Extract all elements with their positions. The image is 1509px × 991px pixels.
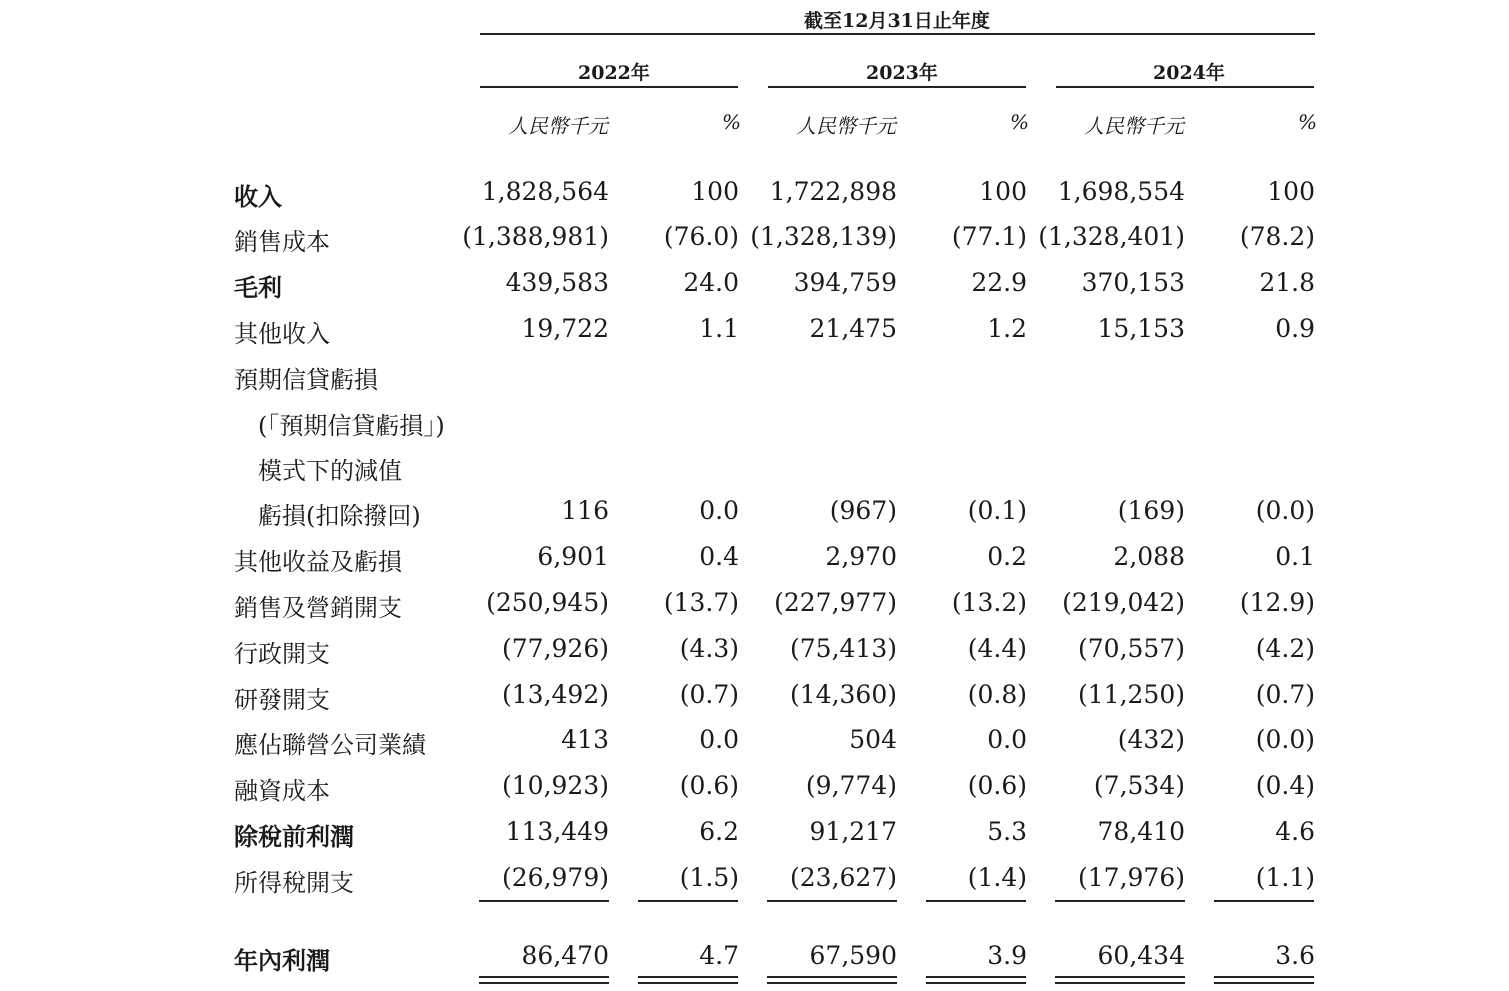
- year-header-2023: 2023年: [866, 62, 938, 84]
- row-label-income-tax: 所得稅開支: [234, 869, 354, 897]
- subtotal-rule-2024-pct: [1214, 900, 1314, 902]
- cell-row13-2023-pct: 3.9: [987, 941, 1027, 970]
- cell-row7-2022-pct: (4.3): [679, 634, 739, 663]
- cell-row6-2023-pct: (13.2): [951, 588, 1027, 617]
- unit-pct-2024: %: [1298, 110, 1318, 134]
- unit-pct-2022: %: [722, 110, 742, 134]
- cell-row5-2024-pct: 0.1: [1275, 542, 1315, 571]
- cell-row4-2023-amount: (967): [829, 496, 897, 525]
- cell-row8-2022-amount: (13,492): [502, 680, 609, 709]
- cell-row5-2022-pct: 0.4: [699, 542, 739, 571]
- cell-row12-2023-amount: (23,627): [790, 863, 897, 892]
- unit-amount-2023: 人民幣千元: [796, 114, 896, 138]
- cell-row4-2024-amount: (169): [1117, 496, 1185, 525]
- cell-row2-2024-amount: 370,153: [1081, 268, 1185, 297]
- cell-row11-2023-pct: 5.3: [987, 817, 1027, 846]
- row-label-revenue: 收入: [234, 182, 282, 211]
- cell-row8-2023-amount: (14,360): [790, 680, 897, 709]
- cell-row0-2024-amount: 1,698,554: [1057, 177, 1185, 206]
- cell-row1-2023-amount: (1,328,139): [750, 222, 897, 251]
- cell-row8-2023-pct: (0.8): [967, 680, 1027, 709]
- subtotal-rule-2023-pct: [926, 900, 1026, 902]
- row-label-ecl-line-3: 模式下的減值: [258, 457, 402, 485]
- row-label-cost-of-sales: 銷售成本: [234, 228, 330, 256]
- row-label-other-gains-losses: 其他收益及虧損: [234, 548, 402, 576]
- cell-row7-2024-amount: (70,557): [1078, 634, 1185, 663]
- cell-row8-2022-pct: (0.7): [679, 680, 739, 709]
- unit-amount-2022: 人民幣千元: [508, 114, 608, 138]
- unit-amount-2024: 人民幣千元: [1084, 114, 1184, 138]
- cell-row12-2023-pct: (1.4): [967, 863, 1027, 892]
- cell-row9-2022-pct: 0.0: [699, 725, 739, 754]
- year-rule-2023: [768, 86, 1026, 88]
- cell-row7-2023-pct: (4.4): [967, 634, 1027, 663]
- row-label-ecl-line-2: (「預期信貸虧損」): [258, 412, 445, 440]
- cell-row3-2022-pct: 1.1: [699, 314, 739, 343]
- cell-row11-2024-amount: 78,410: [1097, 817, 1185, 846]
- period-title-rule: [480, 33, 1315, 35]
- cell-row3-2024-amount: 15,153: [1097, 314, 1185, 343]
- cell-row6-2022-amount: (250,945): [486, 588, 609, 617]
- total-double-rule-2023-amount: [767, 976, 897, 984]
- total-double-rule-2024-amount: [1055, 976, 1185, 984]
- cell-row1-2024-pct: (78.2): [1239, 222, 1315, 251]
- cell-row13-2024-pct: 3.6: [1275, 941, 1315, 970]
- cell-row4-2022-amount: 116: [561, 496, 609, 525]
- cell-row0-2023-amount: 1,722,898: [769, 177, 897, 206]
- cell-row11-2022-amount: 113,449: [505, 817, 609, 846]
- cell-row0-2023-pct: 100: [979, 177, 1027, 206]
- cell-row6-2023-amount: (227,977): [774, 588, 897, 617]
- total-double-rule-2022-amount: [479, 976, 609, 984]
- cell-row3-2023-pct: 1.2: [987, 314, 1027, 343]
- cell-row2-2022-amount: 439,583: [505, 268, 609, 297]
- cell-row5-2022-amount: 6,901: [537, 542, 609, 571]
- row-label-rd-expenses: 研發開支: [234, 686, 330, 714]
- cell-row4-2024-pct: (0.0): [1255, 496, 1315, 525]
- row-label-share-of-associates: 應佔聯營公司業績: [234, 731, 426, 759]
- cell-row1-2022-amount: (1,388,981): [462, 222, 609, 251]
- cell-row6-2022-pct: (13.7): [663, 588, 739, 617]
- row-label-ecl-line-1: 預期信貸虧損: [234, 366, 378, 394]
- cell-row12-2022-amount: (26,979): [502, 863, 609, 892]
- cell-row9-2024-pct: (0.0): [1255, 725, 1315, 754]
- row-label-selling-marketing: 銷售及營銷開支: [234, 594, 402, 622]
- row-label-finance-costs: 融資成本: [234, 777, 330, 805]
- cell-row11-2022-pct: 6.2: [699, 817, 739, 846]
- cell-row2-2024-pct: 21.8: [1259, 268, 1315, 297]
- cell-row10-2024-pct: (0.4): [1255, 771, 1315, 800]
- total-double-rule-2024-pct: [1214, 976, 1314, 984]
- row-label-profit-before-tax: 除稅前利潤: [234, 822, 354, 851]
- row-label-admin-expenses: 行政開支: [234, 640, 330, 668]
- cell-row6-2024-pct: (12.9): [1239, 588, 1315, 617]
- cell-row10-2022-pct: (0.6): [679, 771, 739, 800]
- year-rule-2024: [1056, 86, 1314, 88]
- year-rule-2022: [480, 86, 738, 88]
- cell-row12-2024-pct: (1.1): [1255, 863, 1315, 892]
- cell-row4-2022-pct: 0.0: [699, 496, 739, 525]
- cell-row5-2024-amount: 2,088: [1113, 542, 1185, 571]
- cell-row10-2023-amount: (9,774): [805, 771, 897, 800]
- cell-row0-2024-pct: 100: [1267, 177, 1315, 206]
- total-double-rule-2023-pct: [926, 976, 1026, 984]
- cell-row2-2022-pct: 24.0: [683, 268, 739, 297]
- cell-row9-2022-amount: 413: [561, 725, 609, 754]
- subtotal-rule-2024-amount: [1055, 900, 1185, 902]
- cell-row9-2024-amount: (432): [1117, 725, 1185, 754]
- cell-row8-2024-amount: (11,250): [1078, 680, 1185, 709]
- period-title: 截至12月31日止年度: [804, 10, 990, 32]
- cell-row2-2023-pct: 22.9: [971, 268, 1027, 297]
- year-header-2024: 2024年: [1153, 62, 1225, 84]
- cell-row5-2023-amount: 2,970: [825, 542, 897, 571]
- cell-row1-2023-pct: (77.1): [951, 222, 1027, 251]
- cell-row0-2022-pct: 100: [691, 177, 739, 206]
- cell-row7-2023-amount: (75,413): [790, 634, 897, 663]
- total-double-rule-2022-pct: [638, 976, 738, 984]
- row-label-other-income: 其他收入: [234, 320, 330, 348]
- cell-row12-2024-amount: (17,976): [1078, 863, 1185, 892]
- cell-row13-2022-pct: 4.7: [699, 941, 739, 970]
- cell-row3-2023-amount: 21,475: [809, 314, 897, 343]
- subtotal-rule-2022-amount: [479, 900, 609, 902]
- cell-row10-2023-pct: (0.6): [967, 771, 1027, 800]
- row-label-gross-profit: 毛利: [234, 273, 282, 302]
- cell-row11-2024-pct: 4.6: [1275, 817, 1315, 846]
- cell-row3-2022-amount: 19,722: [521, 314, 609, 343]
- cell-row7-2024-pct: (4.2): [1255, 634, 1315, 663]
- cell-row6-2024-amount: (219,042): [1062, 588, 1185, 617]
- year-header-2022: 2022年: [578, 62, 650, 84]
- cell-row1-2022-pct: (76.0): [663, 222, 739, 251]
- cell-row2-2023-amount: 394,759: [793, 268, 897, 297]
- cell-row9-2023-pct: 0.0: [987, 725, 1027, 754]
- cell-row8-2024-pct: (0.7): [1255, 680, 1315, 709]
- cell-row3-2024-pct: 0.9: [1275, 314, 1315, 343]
- cell-row13-2023-amount: 67,590: [809, 941, 897, 970]
- cell-row5-2023-pct: 0.2: [987, 542, 1027, 571]
- cell-row11-2023-amount: 91,217: [809, 817, 897, 846]
- subtotal-rule-2022-pct: [638, 900, 738, 902]
- cell-row13-2022-amount: 86,470: [521, 941, 609, 970]
- row-label-profit-for-year: 年內利潤: [234, 946, 330, 975]
- cell-row4-2023-pct: (0.1): [967, 496, 1027, 525]
- cell-row0-2022-amount: 1,828,564: [481, 177, 609, 206]
- cell-row7-2022-amount: (77,926): [502, 634, 609, 663]
- unit-pct-2023: %: [1010, 110, 1030, 134]
- cell-row13-2024-amount: 60,434: [1097, 941, 1185, 970]
- cell-row10-2024-amount: (7,534): [1093, 771, 1185, 800]
- cell-row12-2022-pct: (1.5): [679, 863, 739, 892]
- row-label-ecl-line-4: 虧損(扣除撥回): [258, 502, 421, 530]
- cell-row9-2023-amount: 504: [849, 725, 897, 754]
- cell-row10-2022-amount: (10,923): [502, 771, 609, 800]
- cell-row1-2024-amount: (1,328,401): [1038, 222, 1185, 251]
- subtotal-rule-2023-amount: [767, 900, 897, 902]
